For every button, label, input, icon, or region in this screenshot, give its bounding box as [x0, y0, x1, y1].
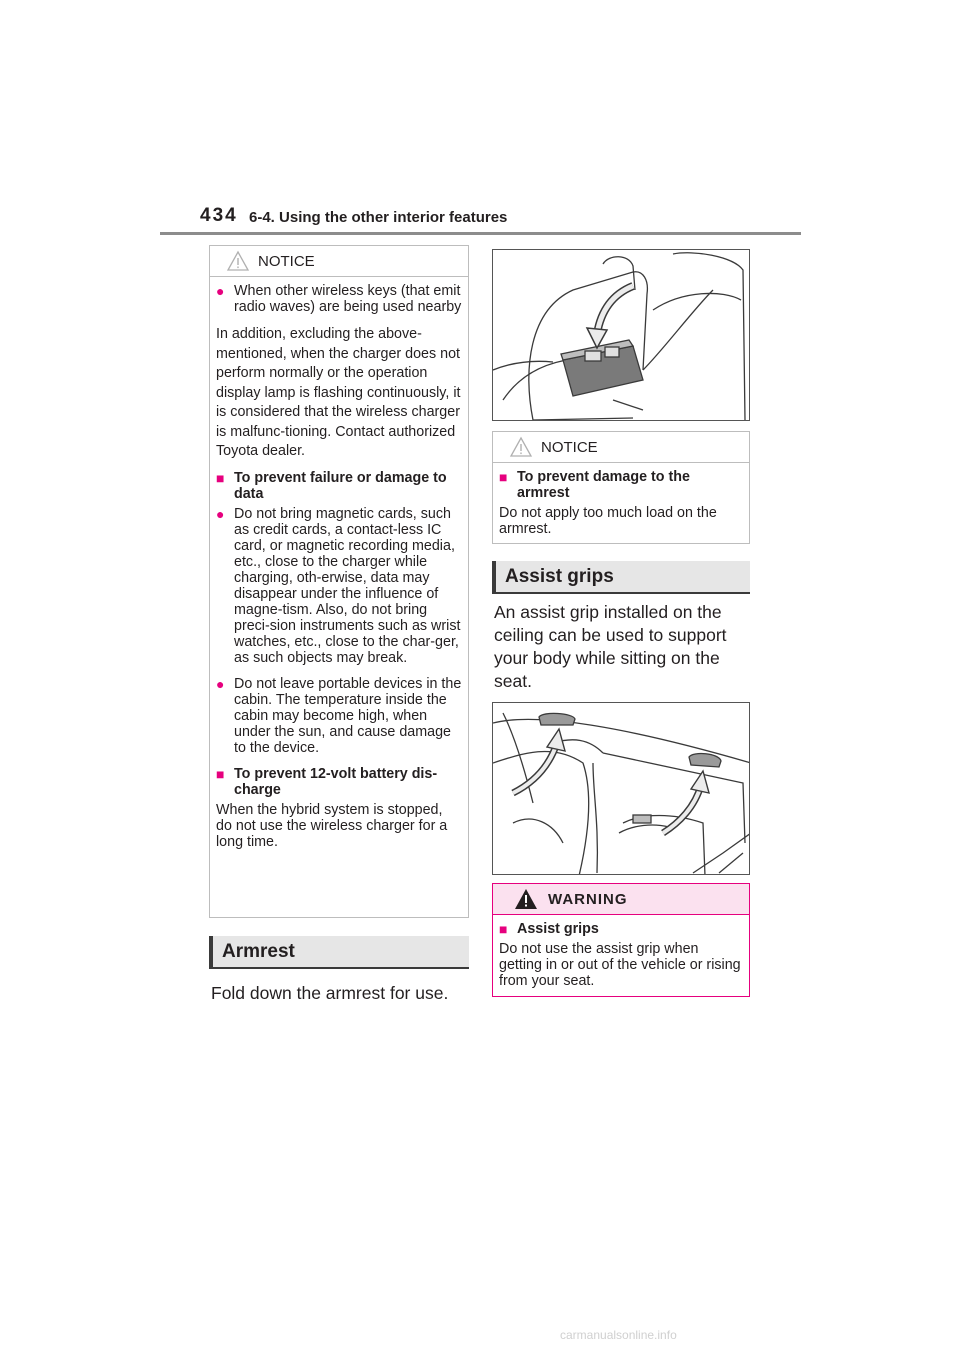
subheading-text: To prevent failure or damage to data [234, 469, 447, 502]
notice-box-armrest [492, 431, 750, 544]
bullet-icon: ● [216, 505, 225, 522]
bullet-text: Do not leave portable devices in the cabin. The temperature inside the cabin may become high, when under the sun, and cause damage to the device. [234, 675, 462, 756]
armrest-drawing [493, 250, 750, 421]
subheading-text: Assist grips [517, 921, 599, 937]
subheading [499, 469, 743, 501]
bullet-text: When other wireless keys (that emit radio waves) are being used nearby [234, 283, 462, 315]
paragraph: In addition, excluding the above-mentioned, when the charger does not perform normally or the operation display lamp is flashing continuously, it is considered that the wireless charger is malfunc-tioning. Contact authorized Toyota dealer. [216, 326, 461, 459]
page-number: 434 [200, 205, 238, 226]
subheading-text: To prevent 12-volt battery dis-charge [234, 765, 438, 798]
square-bullet-icon: ■ [216, 469, 225, 486]
assist-grip-illustration [492, 702, 750, 875]
assist-grips-text: An assist grip installed on the ceiling can be used to support your body while sitting on the seat. [494, 602, 727, 691]
paragraph: Do not apply too much load on the armrest. [499, 505, 717, 537]
bullet-icon: ● [216, 283, 225, 299]
header-rule [160, 232, 801, 235]
caution-triangle-icon [226, 250, 250, 272]
notice-box-charger [209, 245, 469, 918]
notice-label: NOTICE [541, 439, 598, 456]
paragraph: Do not use the assist grip when getting in or out of the vehicle or rising from your seat. [499, 941, 741, 989]
section-title: 6-4. Using the other interior features [249, 209, 508, 226]
paragraph: When the hybrid system is stopped, do not use the wireless charger for a long time. [216, 801, 448, 850]
armrest-heading-bar [209, 936, 469, 969]
assist-grip-drawing [493, 703, 750, 875]
warning-label: WARNING [548, 891, 628, 908]
subheading [216, 766, 462, 798]
list-item [216, 506, 462, 666]
square-bullet-icon: ■ [499, 469, 508, 485]
bullet-icon: ● [216, 675, 225, 692]
subheading [499, 921, 743, 937]
notice-body [493, 463, 749, 551]
warning-triangle-icon [513, 887, 539, 911]
warning-box [492, 883, 750, 997]
subheading [216, 470, 462, 502]
assist-grips-heading-bar [492, 561, 750, 594]
caution-triangle-icon [509, 436, 533, 458]
list-item [216, 676, 462, 756]
subheading-text: To prevent damage to the armrest [517, 469, 690, 501]
watermark: carmanualsonline.info [560, 1328, 677, 1342]
notice-body [210, 277, 468, 864]
notice-label: NOTICE [258, 253, 315, 270]
list-item [216, 283, 462, 315]
armrest-illustration [492, 249, 750, 421]
square-bullet-icon: ■ [216, 765, 225, 782]
assist-grips-heading: Assist grips [505, 566, 614, 587]
notice-header [493, 432, 749, 463]
armrest-text: Fold down the armrest for use. [211, 983, 449, 1003]
warning-header [493, 884, 749, 915]
notice-header [210, 246, 468, 277]
bullet-text: Do not bring magnetic cards, such as credit cards, a contact-less IC card, or magnetic recording media, etc., close to the charger while charging, oth-erwise, data may disappear under the influence of magne-tism. Also, do not bring preci-sion instruments such as wrist watches, etc., close to the char-ger, as such objects may break. [234, 505, 461, 666]
armrest-heading: Armrest [222, 941, 295, 962]
warning-body [493, 915, 749, 1003]
square-bullet-icon: ■ [499, 921, 508, 937]
